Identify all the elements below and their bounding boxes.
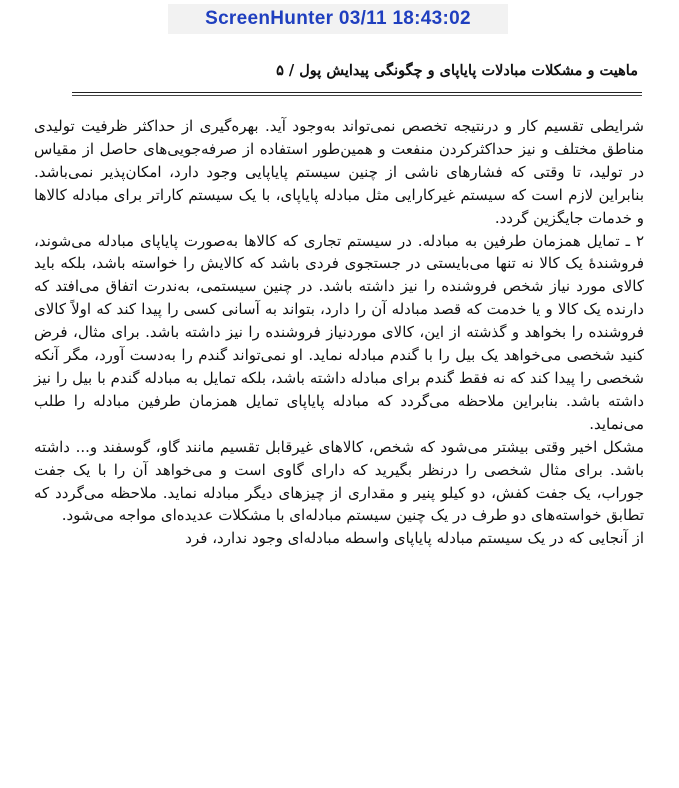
paragraph: مشکل اخیر وقتی بیشتر می‌شود که شخص، کالاهای غیرقابل تقسیم مانند گاو، گوسفند و... داشته باشد. برای مثال شخصی را درنظر بگیرید که دارای گاوی است و می‌خواهد آن را با یک جفت جوراب، یک جفت کفش، دو کیلو پنیر و مقداری از چیزهای دیگر مبادله نماید. ملاحظه می‌گردد که تطابق خواسته‌های دو طرف در یک چنین سیستم مبادله‌ای با مشکلات عدیده‌ای مواجه می‌شود.: [34, 437, 644, 525]
header-rule-secondary: [72, 95, 642, 96]
screenhunter-timestamp-banner: ScreenHunter 03/11 18:43:02: [168, 4, 508, 34]
paragraph: از آنجایی که در یک سیستم مبادله پایاپای واسطه مبادله‌ای وجود ندارد، فرد: [185, 529, 644, 548]
running-header: ماهیت و مشکلات مبادلات پایاپای و چگونگی پیدایش پول / ۵: [276, 62, 638, 79]
paragraph: شرایطی تقسیم کار و درنتیجه تخصص نمی‌تواند به‌وجود آید. بهره‌گیری از حداکثر ظرفیت تولیدی مناطق مختلف و نیز حداکثرکردن منفعت و همین‌طور استفاده از صرفه‌جویی‌های حاصل از مقیاس در تولید، تا وقتی که فشارهای ناشی از چنین سیستم پایاپایی وجود دارد، امکان‌پذیر نمی‌باشد. بنابراین لازم است که سیستم غیرکارایی مثل مبادله پایاپای، با یک سیستم کاراتر برای مبادله کالاها و خدمات جایگزین گردد.: [34, 117, 644, 227]
paragraph: ۲ ـ تمایل همزمان طرفین به مبادله. در سیستم تجاری که کالاها به‌صورت پایاپای مبادله می‌شوند، فروشندهٔ یک کالا نه تنها می‌بایستی در جستجوی فردی باشد که کالایش را خواسته باشد، بلکه باید کالای مورد نیاز شخص فروشنده را نیز داشته باشد. در چنین سیستمی، به‌ندرت اتفاق می‌افتد که دارنده یک کالا و یا خدمت که قصد مبادله آن را دارد، بتواند به آسانی کسی را پیدا کند که اولاً کالای فروشنده را بخواهد و گذشته از این، کالای موردنیاز فروشنده را نیز داشته باشد. برای مثال، فرض کنید شخصی می‌خواهد یک بیل را با گندم مبادله نماید. او نمی‌تواند گندم را به‌دست آورد، مگر آنکه شخصی را پیدا کند که نه فقط گندم برای مبادله داشته باشد، بلکه تمایل به مبادله گندم با بیل را نیز داشته باشد. بنابراین ملاحظه می‌گردد که مبادله پایاپای تمایل همزمان طرفین مبادله را طلب می‌نماید.: [34, 231, 644, 433]
body-text: [34, 115, 644, 550]
header-rule: [72, 92, 642, 93]
